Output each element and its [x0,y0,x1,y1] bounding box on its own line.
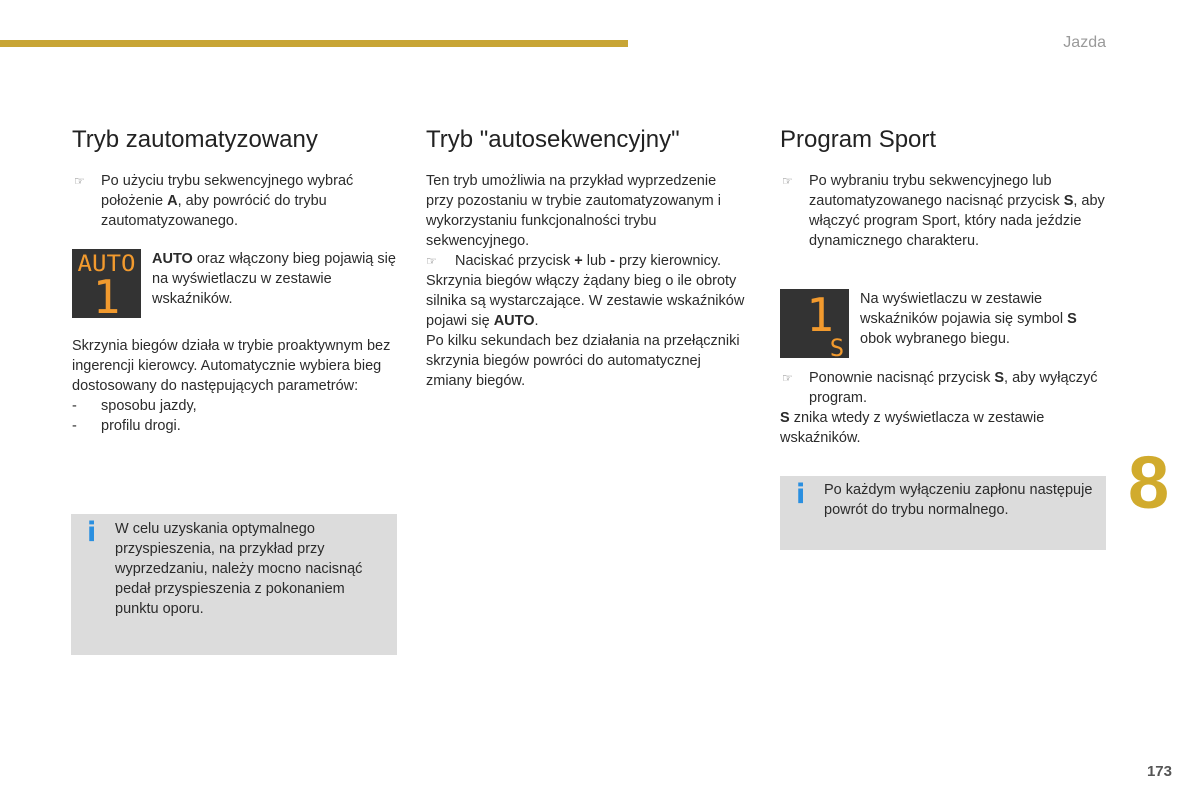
paragraph: S znika wtedy z wyświetlacza w zestawie wskaźników. [780,410,1045,446]
pointing-finger-icon: ☞ [74,174,85,188]
display-gear-number: 1 [92,270,121,318]
pointing-finger-icon: ☞ [426,254,437,268]
heading-automated-mode: Tryb zautomatyzowany [72,126,318,153]
heading-autosequential-mode: Tryb "autosekwencyjny" [426,126,680,153]
display-sport-symbol: S [829,334,845,358]
heading-sport-program: Program Sport [780,126,937,153]
info-text: Po każdym wyłączeniu zapłonu następuje powrót do trybu normalnego. [824,482,1093,518]
paragraph: Skrzynia biegów włączy żądany bieg o ile obroty silnika są wystarczające. W zestawie wskaźników pojawi się AUTO. [426,273,745,329]
section-label: Jazda [1063,34,1106,51]
auto-display-block [72,249,402,319]
bullet-item: ☞ Naciskać przycisk + lub - przy kierownicy. [426,253,722,269]
auto-display-image [72,249,141,318]
top-accent-bar [0,40,628,47]
sport-display-graphic [780,289,849,358]
bullet-item: ☞ Po wybraniu trybu sekwencyjnego lub zautomatyzowanego nacisnąć przycisk S, aby włączyć program Sport, który nada jeździe dynamicznego charakteru. [782,173,1105,249]
display-gear-number: 1 [806,289,834,342]
column-automated-mode [72,124,402,436]
auto-display-graphic [72,249,141,318]
sport-display-image [780,289,849,358]
paragraph: Skrzynia biegów działa w trybie proaktywnym bez ingerencji kierowcy. Automatycznie wybiera bieg dostosowany do następujących parametrów: [72,338,391,394]
info-icon: i [87,517,97,548]
info-icon: i [796,479,806,510]
column-autosequential-mode [426,124,746,391]
auto-display-caption: AUTO oraz włączony bieg pojawią się na wyświetlaczu w zestawie wskaźników. [152,251,396,307]
sport-display-caption: Na wyświetlaczu w zestawie wskaźników pojawia się symbol S obok wybranego biegu. [860,291,1077,347]
info-box-acceleration [71,514,397,655]
info-text: W celu uzyskania optymalnego przyspieszenia, na przykład przy wyprzedzaniu, należy mocno nacisnąć pedał przyspieszenia z pokonaniem punktu oporu. [115,521,363,617]
paragraph: Po kilku sekundach bez działania na przełączniki skrzynia biegów powróci do automatycznej zmiany biegów. [426,333,740,389]
list-item: - profilu drogi. [72,418,181,434]
dash-mark: - [72,418,77,434]
sport-display-block [780,289,1110,359]
info-box-ignition [780,476,1106,550]
bullet-item: ☞ Po użyciu trybu sekwencyjnego wybrać położenie A, aby powrócić do trybu zautomatyzowanego. [74,173,354,229]
paragraph: Ten tryb umożliwia na przykład wyprzedzenie przy pozostaniu w trybie zautomatyzowanym i wykorzystaniu funkcjonalności trybu sekwencyjnego. [426,173,721,249]
display-auto-text: AUTO [77,252,136,277]
chapter-number: 8 [1128,441,1170,524]
pointing-finger-icon: ☞ [782,174,793,188]
dash-mark: - [72,398,77,414]
list-item: - sposobu jazdy, [72,398,197,414]
bullet-item: ☞ Ponownie nacisnąć przycisk S, aby wyłączyć program. [782,370,1098,406]
page-number: 173 [1146,763,1172,780]
pointing-finger-icon: ☞ [782,371,793,385]
column-sport-program [780,124,1110,448]
